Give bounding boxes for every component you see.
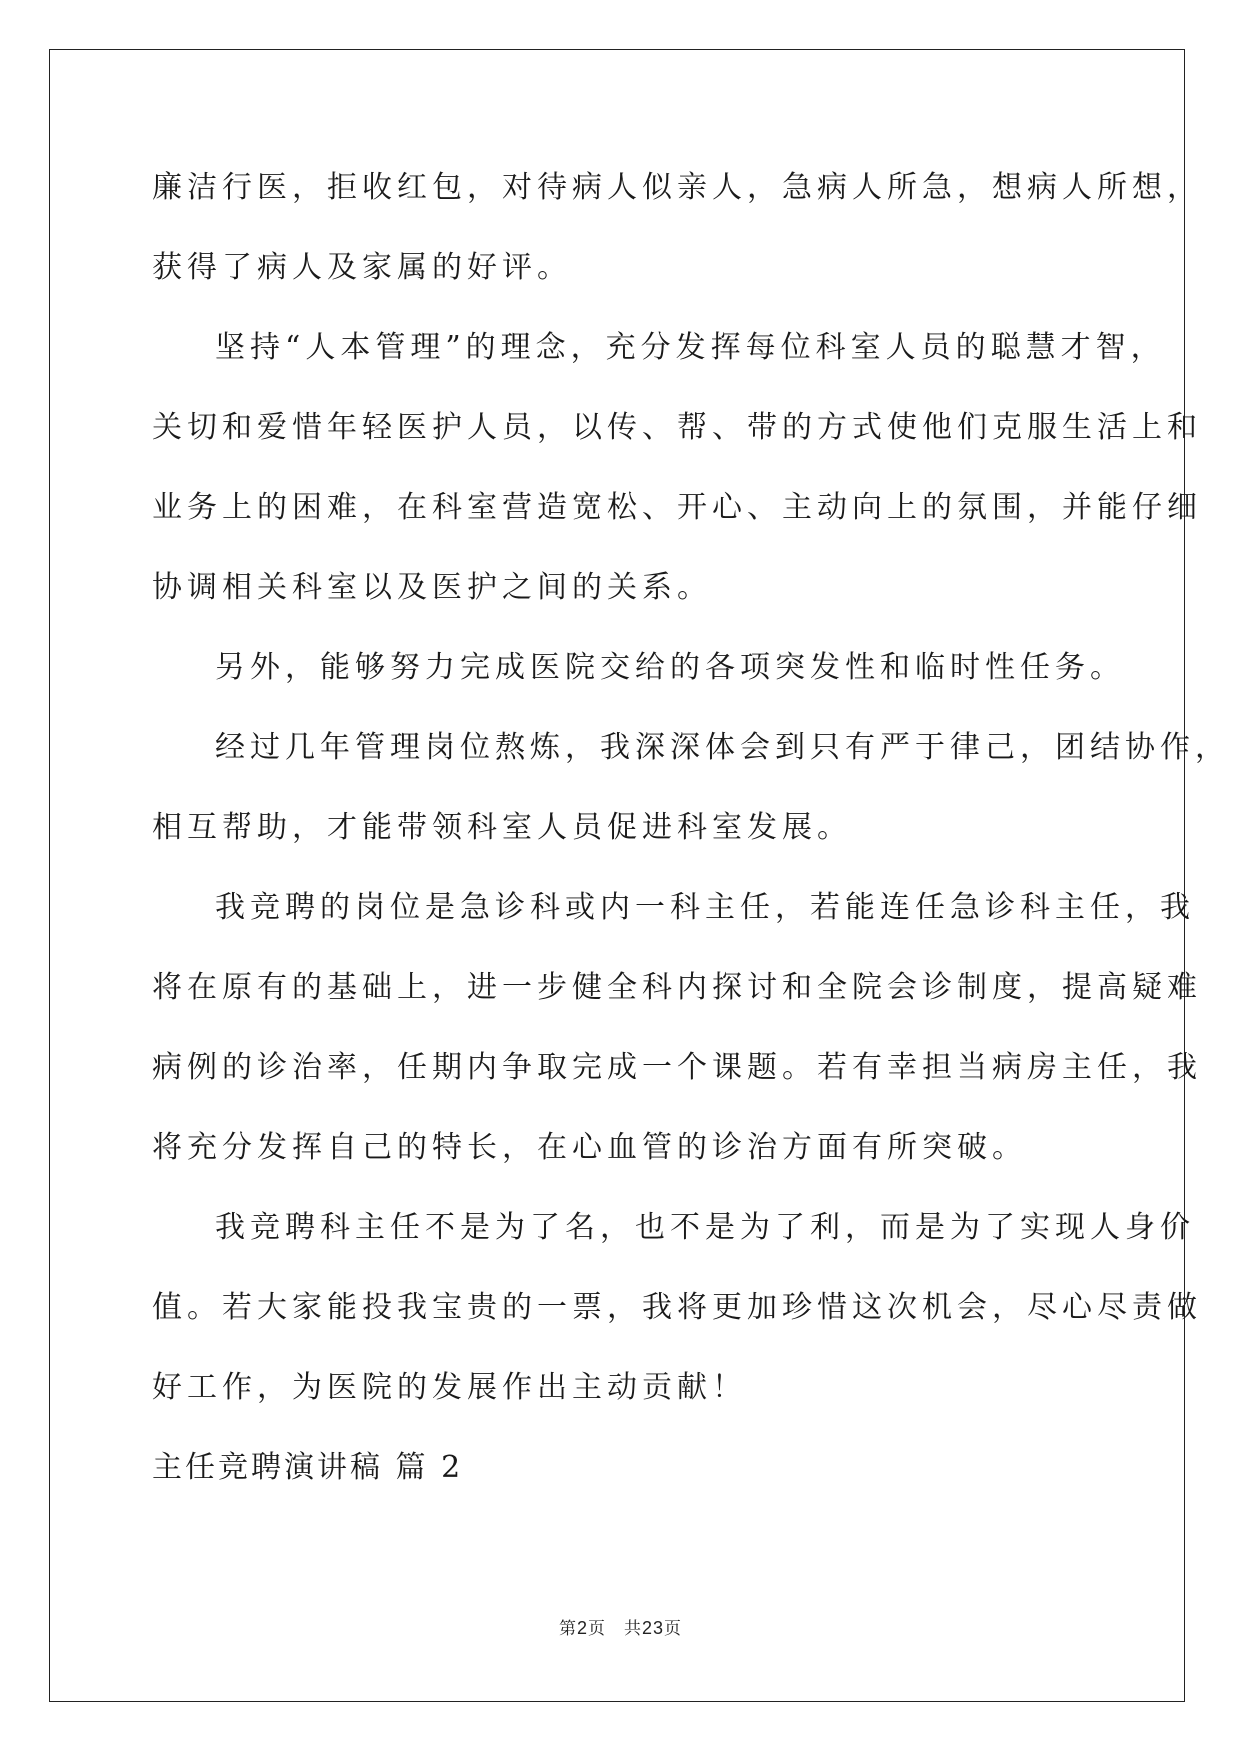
text-line-13: 将充分发挥自己的特长，在心血管的诊治方面有所突破。 bbox=[152, 1130, 1027, 1165]
text-line-3: 坚持“人本管理”的理念，充分发挥每位科室人员的聪慧才智， bbox=[215, 330, 1166, 365]
text-line-12: 病例的诊治率，任期内争取完成一个课题。若有幸担当病房主任，我 bbox=[152, 1050, 1202, 1085]
text-line-16: 好工作，为医院的发展作出主动贡献！ bbox=[152, 1370, 747, 1405]
text-line-11: 将在原有的基础上，进一步健全科内探讨和全院会诊制度，提高疑难 bbox=[152, 970, 1202, 1005]
text-line-6: 协调相关科室以及医护之间的关系。 bbox=[152, 570, 712, 605]
page-footer bbox=[0, 1614, 1241, 1639]
total-prefix: 共 bbox=[623, 1619, 642, 1639]
text-line-5: 业务上的困难，在科室营造宽松、开心、主动向上的氛围，并能仔细 bbox=[152, 490, 1202, 525]
total-pages: 23 bbox=[641, 1618, 665, 1638]
document-body bbox=[152, 168, 1230, 1528]
text-line-15: 值。若大家能投我宝贵的一票，我将更加珍惜这次机会，尽心尽责做 bbox=[152, 1290, 1202, 1325]
text-line-9: 相互帮助，才能带领科室人员促进科室发展。 bbox=[152, 810, 852, 845]
text-line-8: 经过几年管理岗位熬炼，我深深体会到只有严于律己，团结协作， bbox=[215, 730, 1230, 765]
text-line-7: 另外，能够努力完成医院交给的各项突发性和临时性任务。 bbox=[215, 650, 1125, 685]
text-line-14: 我竞聘科主任不是为了名，也不是为了利，而是为了实现人身价 bbox=[215, 1210, 1195, 1245]
text-line-4: 关切和爱惜年轻医护人员，以传、帮、带的方式使他们克服生活上和 bbox=[152, 410, 1202, 445]
text-line-1: 廉洁行医，拒收红包，对待病人似亲人，急病人所急，想病人所想， bbox=[152, 170, 1202, 205]
page-prefix: 第 bbox=[558, 1619, 577, 1639]
text-line-2: 获得了病人及家属的好评。 bbox=[152, 250, 572, 285]
total-suffix: 页 bbox=[664, 1619, 683, 1639]
text-line-10: 我竞聘的岗位是急诊科或内一科主任，若能连任急诊科主任，我 bbox=[215, 890, 1195, 925]
section-heading: 主任竞聘演讲稿 篇 2 bbox=[152, 1450, 464, 1485]
page-suffix: 页 bbox=[587, 1619, 606, 1639]
page-number: 2 bbox=[576, 1618, 588, 1638]
